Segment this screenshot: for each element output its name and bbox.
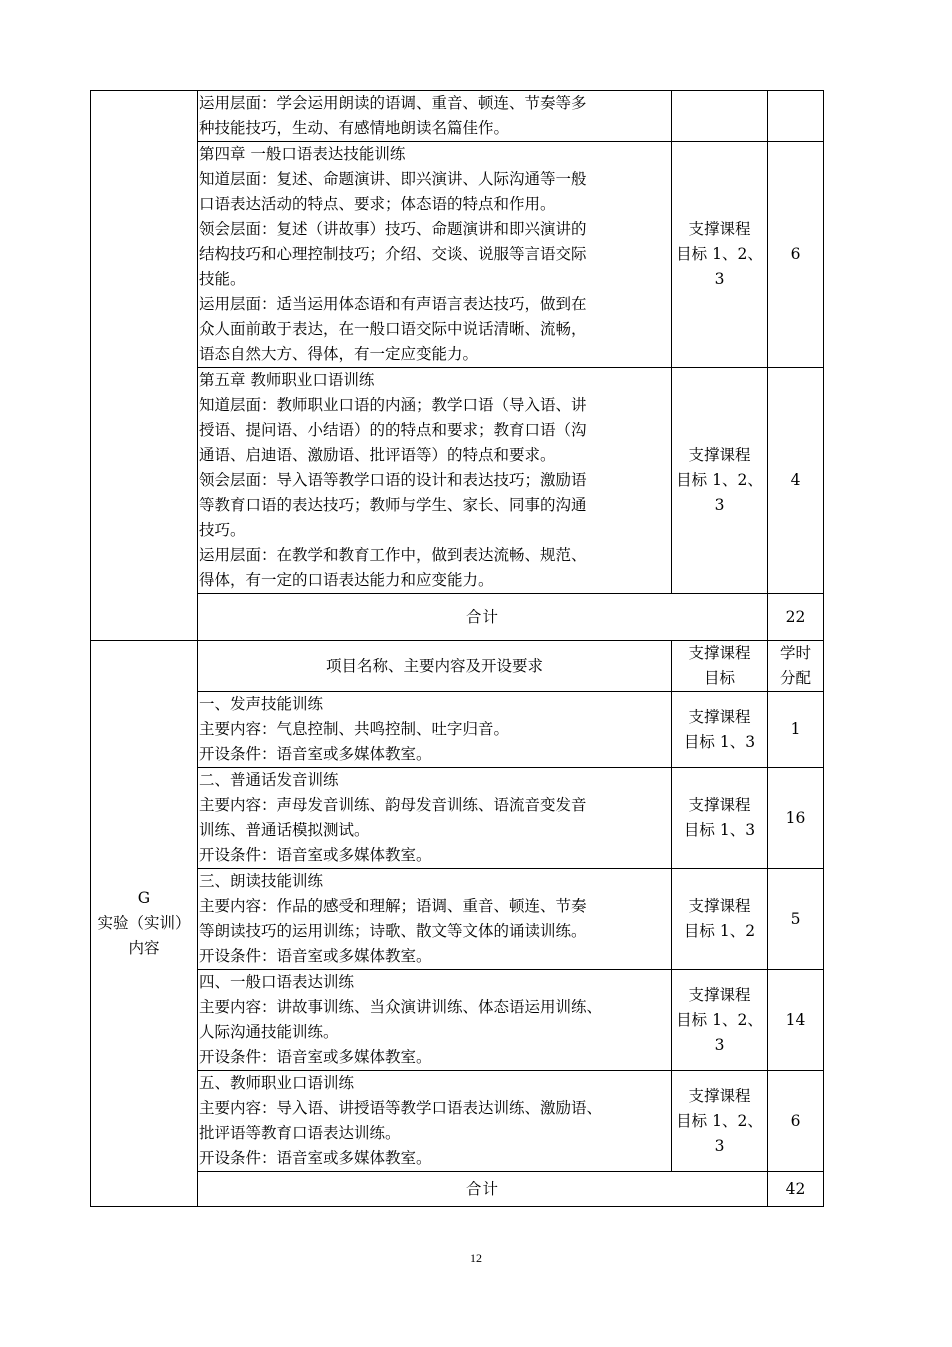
lab-item-content xyxy=(198,970,672,1071)
content-line: 等朗读技巧的运用训练；诗歌、散文等文体的诵读训练。 xyxy=(199,922,587,940)
content-line: 开设条件：语音室或多媒体教室。 xyxy=(199,1048,432,1066)
header-project: 项目名称、主要内容及开设要求 xyxy=(198,641,672,692)
lab-item-title: 三、朗读技能训练 xyxy=(199,872,324,890)
support-cell xyxy=(672,970,768,1071)
content-line: 主要内容：声母发音训练、韵母发音训练、语流音变发音 xyxy=(199,796,587,814)
table-row xyxy=(91,1071,824,1172)
page-number: 12 xyxy=(470,1251,482,1265)
support-line: 支撑课程 xyxy=(688,897,751,915)
lab-item-content xyxy=(198,768,672,869)
content-line: 等教育口语的表达技巧；教师与学生、家长、同事的沟通 xyxy=(199,496,587,514)
side-label-line: 实验（实训） xyxy=(97,914,191,932)
content-line: 人际沟通技能训练。 xyxy=(199,1023,339,1041)
support-line: 目标 1、2、 xyxy=(676,245,763,263)
hours-cell: 6 xyxy=(768,142,824,368)
content-line: 通语、启迪语、激励语、批评语等）的特点和要求。 xyxy=(199,446,556,464)
hours-cell: 5 xyxy=(768,869,824,970)
content-line: 批评语等教育口语表达训练。 xyxy=(199,1124,401,1142)
support-line: 支撑课程 xyxy=(688,985,751,1004)
content-line: 领会层面：复述（讲故事）技巧、命题演讲和即兴演讲的 xyxy=(199,220,587,238)
lab-item-content xyxy=(198,1071,672,1172)
header-support xyxy=(672,641,768,692)
content-line: 开设条件：语音室或多媒体教室。 xyxy=(199,846,432,864)
lab-item-title: 二、普通话发音训练 xyxy=(199,771,339,789)
lab-item-content xyxy=(198,692,672,768)
continued-content-cell xyxy=(198,91,672,142)
content-line: 领会层面：导入语等教学口语的设计和表达技巧；激励语 xyxy=(199,471,587,489)
content-line: 开设条件：语音室或多媒体教室。 xyxy=(199,1149,432,1167)
support-line: 3 xyxy=(714,1035,725,1054)
support-line: 3 xyxy=(714,270,725,288)
hours-cell xyxy=(768,91,824,142)
lab-item-title: 四、一般口语表达训练 xyxy=(199,973,355,991)
side-label-line: G xyxy=(137,889,151,907)
content-line: 技巧。 xyxy=(199,521,246,539)
content-line: 运用层面：在教学和教育工作中，做到表达流畅、规范、 xyxy=(199,546,587,564)
header-line: 分配 xyxy=(779,669,811,687)
content-line: 种技能技巧，生动、有感情地朗读名篇佳作。 xyxy=(199,119,510,137)
hours-cell: 6 xyxy=(768,1071,824,1172)
hours-cell: 14 xyxy=(768,970,824,1071)
support-line: 支撑课程 xyxy=(688,220,751,238)
content-line: 众人面前敢于表达，在一般口语交际中说话清晰、流畅， xyxy=(199,320,587,338)
table-row xyxy=(91,1172,824,1207)
table-row xyxy=(91,641,824,692)
content-line: 运用层面：适当运用体态语和有声语言表达技巧，做到在 xyxy=(199,295,587,313)
support-cell xyxy=(672,142,768,368)
lab-item-content xyxy=(198,869,672,970)
side-label-cell-empty xyxy=(91,91,198,641)
lab-side-label xyxy=(91,641,198,1207)
content-line: 结构技巧和心理控制技巧；介绍、交谈、说服等言语交际 xyxy=(199,245,587,263)
content-line: 开设条件：语音室或多媒体教室。 xyxy=(199,947,432,965)
support-cell xyxy=(672,692,768,768)
total-label: 合计 xyxy=(198,594,768,641)
content-line: 口语表达活动的特点、要求；体态语的特点和作用。 xyxy=(199,195,556,213)
header-line: 学时 xyxy=(779,644,811,662)
support-cell xyxy=(672,869,768,970)
table-row xyxy=(91,970,824,1071)
hours-cell: 4 xyxy=(768,368,824,594)
header-line: 支撑课程 xyxy=(688,644,751,662)
side-label-line: 内容 xyxy=(128,939,160,957)
support-line: 目标 1、3 xyxy=(683,732,756,751)
support-line: 目标 1、2、 xyxy=(676,1010,763,1029)
course-content-table xyxy=(90,90,824,1207)
table-row xyxy=(91,692,824,768)
header-line: 目标 xyxy=(703,669,735,687)
table-row xyxy=(91,91,824,142)
support-cell xyxy=(672,368,768,594)
support-cell xyxy=(672,91,768,142)
support-line: 支撑课程 xyxy=(688,1086,751,1105)
hours-cell: 16 xyxy=(768,768,824,869)
table-row xyxy=(91,368,824,594)
content-line: 语态自然大方、得体，有一定应变能力。 xyxy=(199,345,479,363)
support-cell xyxy=(672,1071,768,1172)
table-row xyxy=(91,594,824,641)
content-line: 技能。 xyxy=(199,270,246,288)
header-hours xyxy=(768,641,824,692)
support-line: 支撑课程 xyxy=(688,707,751,726)
support-line: 目标 1、2 xyxy=(683,922,756,940)
chapter5-content-cell xyxy=(198,368,672,594)
content-line: 得体，有一定的口语表达能力和应变能力。 xyxy=(199,571,494,589)
content-line: 主要内容：讲故事训练、当众演讲训练、体态语运用训练、 xyxy=(199,998,603,1016)
chapter4-title: 第四章 一般口语表达技能训练 xyxy=(199,145,406,163)
content-line: 运用层面：学会运用朗读的语调、重音、顿连、节奏等多 xyxy=(199,94,587,112)
content-line: 主要内容：气息控制、共鸣控制、吐字归音。 xyxy=(199,720,510,738)
total-hours: 42 xyxy=(768,1172,824,1207)
total-label: 合计 xyxy=(198,1172,768,1207)
table-row xyxy=(91,869,824,970)
content-line: 开设条件：语音室或多媒体教室。 xyxy=(199,745,432,763)
support-line: 目标 1、2、 xyxy=(676,471,763,489)
lab-item-title: 五、教师职业口语训练 xyxy=(199,1074,355,1092)
content-line: 知道层面：教师职业口语的内涵；教学口语（导入语、讲 xyxy=(199,396,587,414)
hours-cell: 1 xyxy=(768,692,824,768)
support-line: 目标 1、3 xyxy=(683,821,756,839)
support-line: 3 xyxy=(714,496,725,514)
chapter5-title: 第五章 教师职业口语训练 xyxy=(199,371,375,389)
content-line: 训练、普通话模拟测试。 xyxy=(199,821,370,839)
support-cell xyxy=(672,768,768,869)
content-line: 主要内容：作品的感受和理解；语调、重音、顿连、节奏 xyxy=(199,897,587,915)
content-line: 主要内容：导入语、讲授语等教学口语表达训练、激励语、 xyxy=(199,1099,603,1117)
table-row xyxy=(91,142,824,368)
support-line: 支撑课程 xyxy=(688,796,751,814)
total-hours: 22 xyxy=(768,594,824,641)
support-line: 支撑课程 xyxy=(688,446,751,464)
lab-item-title: 一、发声技能训练 xyxy=(199,695,324,713)
chapter4-content-cell xyxy=(198,142,672,368)
support-line: 3 xyxy=(714,1136,725,1155)
content-line: 授语、提问语、小结语）的的特点和要求；教育口语（沟 xyxy=(199,421,587,439)
content-line: 知道层面：复述、命题演讲、即兴演讲、人际沟通等一般 xyxy=(199,170,587,188)
table-row xyxy=(91,768,824,869)
support-line: 目标 1、2、 xyxy=(676,1111,763,1130)
